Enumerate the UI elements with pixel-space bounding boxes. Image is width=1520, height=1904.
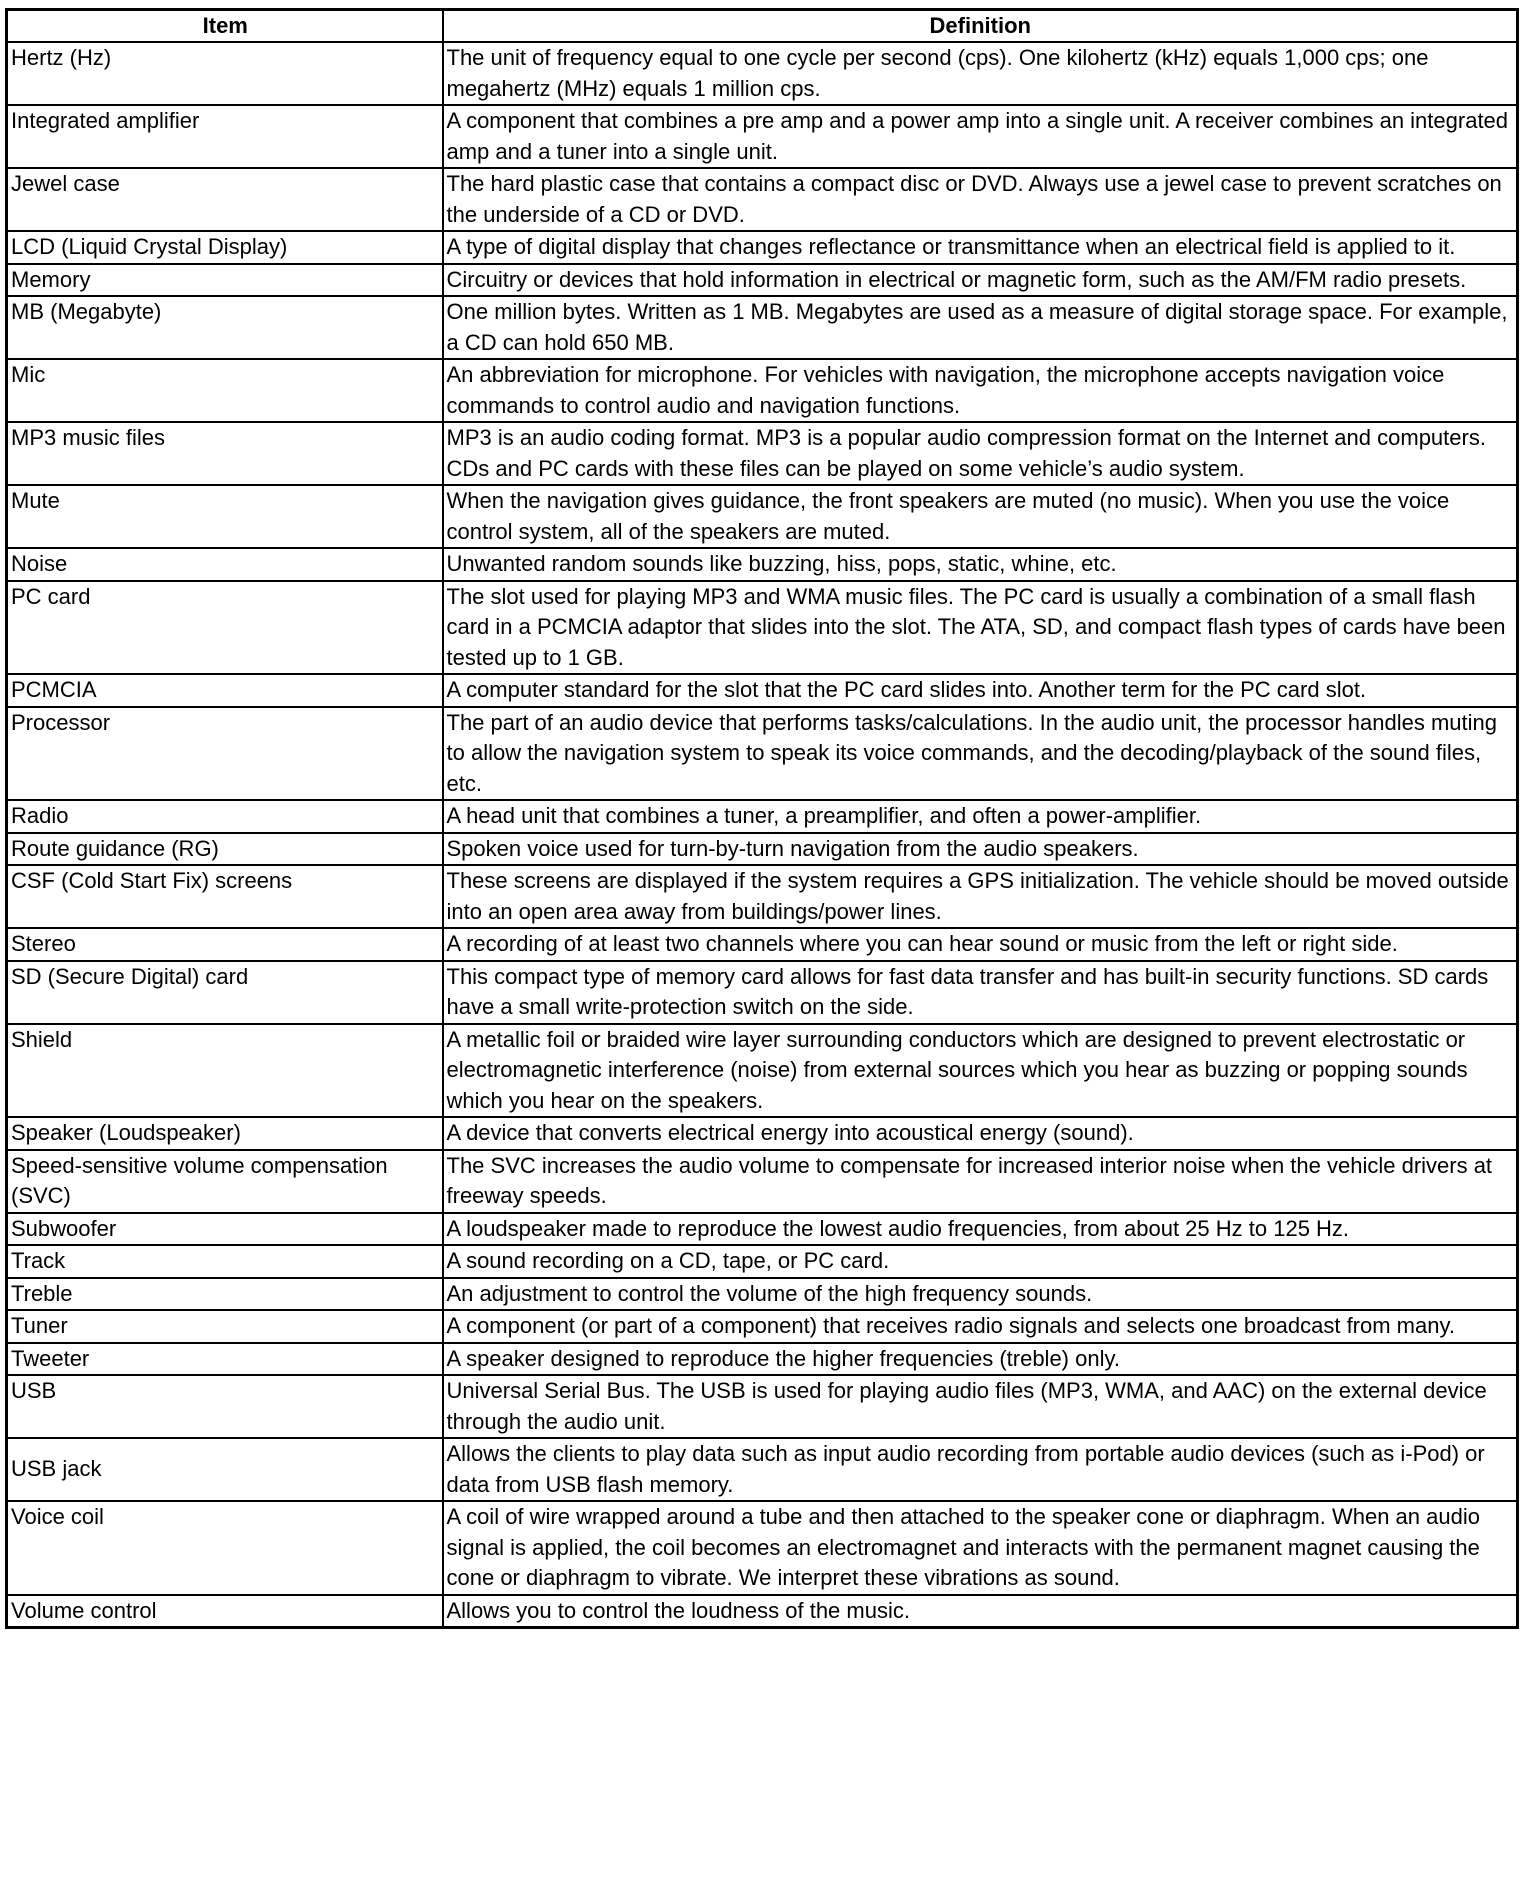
table-row [7, 1343, 1518, 1376]
table-row [7, 1024, 1518, 1118]
definition-cell: A speaker designed to reproduce the higher frequencies (treble) only. [443, 1343, 1518, 1376]
table-row [7, 1310, 1518, 1343]
definition-cell: This compact type of memory card allows for fast data transfer and has built-in security functions. SD cards have a small write-protection switch on the side. [443, 961, 1518, 1024]
table-row [7, 674, 1518, 707]
definition-cell: A device that converts electrical energy into acoustical energy (sound). [443, 1117, 1518, 1150]
table-row [7, 548, 1518, 581]
definition-cell: When the navigation gives guidance, the front speakers are muted (no music). When you use the voice control system, all of the speakers are muted. [443, 485, 1518, 548]
term-cell: Jewel case [7, 168, 443, 231]
definition-cell: A sound recording on a CD, tape, or PC card. [443, 1245, 1518, 1278]
table-row [7, 833, 1518, 866]
definition-cell: Spoken voice used for turn-by-turn navigation from the audio speakers. [443, 833, 1518, 866]
table-header-row [7, 10, 1518, 43]
definition-cell: An adjustment to control the volume of the high frequency sounds. [443, 1278, 1518, 1311]
table-row [7, 105, 1518, 168]
term-cell: Subwoofer [7, 1213, 443, 1246]
term-cell: PCMCIA [7, 674, 443, 707]
term-cell: Radio [7, 800, 443, 833]
term-cell: Stereo [7, 928, 443, 961]
table-row [7, 1117, 1518, 1150]
term-cell: Hertz (Hz) [7, 42, 443, 105]
term-cell: Processor [7, 707, 443, 801]
table-row [7, 231, 1518, 264]
table-row [7, 1595, 1518, 1628]
term-cell: USB [7, 1375, 443, 1438]
term-cell: PC card [7, 581, 443, 675]
term-cell: MB (Megabyte) [7, 296, 443, 359]
definition-cell: Universal Serial Bus. The USB is used for playing audio files (MP3, WMA, and AAC) on the external device through the audio unit. [443, 1375, 1518, 1438]
table-row [7, 422, 1518, 485]
table-row [7, 42, 1518, 105]
table-row [7, 1213, 1518, 1246]
table-row [7, 1150, 1518, 1213]
definition-cell: A component that combines a pre amp and a power amp into a single unit. A receiver combines an integrated amp and a tuner into a single unit. [443, 105, 1518, 168]
term-cell: Shield [7, 1024, 443, 1118]
definition-cell: The part of an audio device that performs tasks/calculations. In the audio unit, the processor handles muting to allow the navigation system to speak its voice commands, and the decoding/playback of the sound files, etc. [443, 707, 1518, 801]
definition-cell: A type of digital display that changes reflectance or transmittance when an electrical field is applied to it. [443, 231, 1518, 264]
table-row [7, 1438, 1518, 1501]
column-header-item: Item [7, 10, 443, 43]
term-cell: Mute [7, 485, 443, 548]
definition-cell: A recording of at least two channels where you can hear sound or music from the left or right side. [443, 928, 1518, 961]
table-row [7, 581, 1518, 675]
table-row [7, 296, 1518, 359]
table-row [7, 1245, 1518, 1278]
definition-cell: Allows you to control the loudness of the music. [443, 1595, 1518, 1628]
term-cell: Volume control [7, 1595, 443, 1628]
definition-cell: Allows the clients to play data such as input audio recording from portable audio devices (such as i-Pod) or data from USB flash memory. [443, 1438, 1518, 1501]
definition-cell: A loudspeaker made to reproduce the lowest audio frequencies, from about 25 Hz to 125 Hz. [443, 1213, 1518, 1246]
definition-cell: These screens are displayed if the system requires a GPS initialization. The vehicle should be moved outside into an open area away from buildings/power lines. [443, 865, 1518, 928]
definition-cell: The SVC increases the audio volume to compensate for increased interior noise when the vehicle drivers at freeway speeds. [443, 1150, 1518, 1213]
definition-cell: A computer standard for the slot that the PC card slides into. Another term for the PC card slot. [443, 674, 1518, 707]
table-row [7, 707, 1518, 801]
table-row [7, 359, 1518, 422]
term-cell: CSF (Cold Start Fix) screens [7, 865, 443, 928]
definition-cell: Circuitry or devices that hold information in electrical or magnetic form, such as the AM/FM radio presets. [443, 264, 1518, 297]
table-row [7, 961, 1518, 1024]
definition-cell: The unit of frequency equal to one cycle per second (cps). One kilohertz (kHz) equals 1,000 cps; one megahertz (MHz) equals 1 million cps. [443, 42, 1518, 105]
column-header-definition: Definition [443, 10, 1518, 43]
term-cell: MP3 music files [7, 422, 443, 485]
term-cell: Treble [7, 1278, 443, 1311]
table-row [7, 800, 1518, 833]
table-row [7, 1375, 1518, 1438]
term-cell: Integrated amplifier [7, 105, 443, 168]
term-cell: SD (Secure Digital) card [7, 961, 443, 1024]
definition-cell: The hard plastic case that contains a compact disc or DVD. Always use a jewel case to prevent scratches on the underside of a CD or DVD. [443, 168, 1518, 231]
term-cell: USB jack [7, 1438, 443, 1501]
glossary-table-container [5, 8, 1516, 1629]
definition-cell: A head unit that combines a tuner, a preamplifier, and often a power-amplifier. [443, 800, 1518, 833]
table-row [7, 1278, 1518, 1311]
term-cell: Track [7, 1245, 443, 1278]
term-cell: Tweeter [7, 1343, 443, 1376]
glossary-table [5, 8, 1519, 1629]
definition-cell: An abbreviation for microphone. For vehicles with navigation, the microphone accepts navigation voice commands to control audio and navigation functions. [443, 359, 1518, 422]
term-cell: Memory [7, 264, 443, 297]
term-cell: LCD (Liquid Crystal Display) [7, 231, 443, 264]
definition-cell: A coil of wire wrapped around a tube and then attached to the speaker cone or diaphragm. When an audio signal is applied, the coil becomes an electromagnet and interacts with the permanent magnet causing the cone or diaphragm to vibrate. We interpret these vibrations as sound. [443, 1501, 1518, 1595]
definition-cell: A metallic foil or braided wire layer surrounding conductors which are designed to prevent electrostatic or electromagnetic interference (noise) from external sources which you hear as buzzing or popping sounds which you hear on the speakers. [443, 1024, 1518, 1118]
definition-cell: One million bytes. Written as 1 MB. Megabytes are used as a measure of digital storage space. For example, a CD can hold 650 MB. [443, 296, 1518, 359]
table-row [7, 928, 1518, 961]
table-row [7, 1501, 1518, 1595]
term-cell: Noise [7, 548, 443, 581]
term-cell: Tuner [7, 1310, 443, 1343]
definition-cell: A component (or part of a component) that receives radio signals and selects one broadcast from many. [443, 1310, 1518, 1343]
table-row [7, 168, 1518, 231]
term-cell: Speed-sensitive volume compensation (SVC) [7, 1150, 443, 1213]
definition-cell: The slot used for playing MP3 and WMA music files. The PC card is usually a combination of a small flash card in a PCMCIA adaptor that slides into the slot. The ATA, SD, and compact flash types of cards have been tested up to 1 GB. [443, 581, 1518, 675]
term-cell: Voice coil [7, 1501, 443, 1595]
term-cell: Speaker (Loudspeaker) [7, 1117, 443, 1150]
table-row [7, 865, 1518, 928]
definition-cell: Unwanted random sounds like buzzing, hiss, pops, static, whine, etc. [443, 548, 1518, 581]
definition-cell: MP3 is an audio coding format. MP3 is a popular audio compression format on the Internet and computers. CDs and PC cards with these files can be played on some vehicle’s audio system. [443, 422, 1518, 485]
table-body [7, 42, 1518, 1628]
term-cell: Mic [7, 359, 443, 422]
term-cell: Route guidance (RG) [7, 833, 443, 866]
table-row [7, 264, 1518, 297]
table-row [7, 485, 1518, 548]
